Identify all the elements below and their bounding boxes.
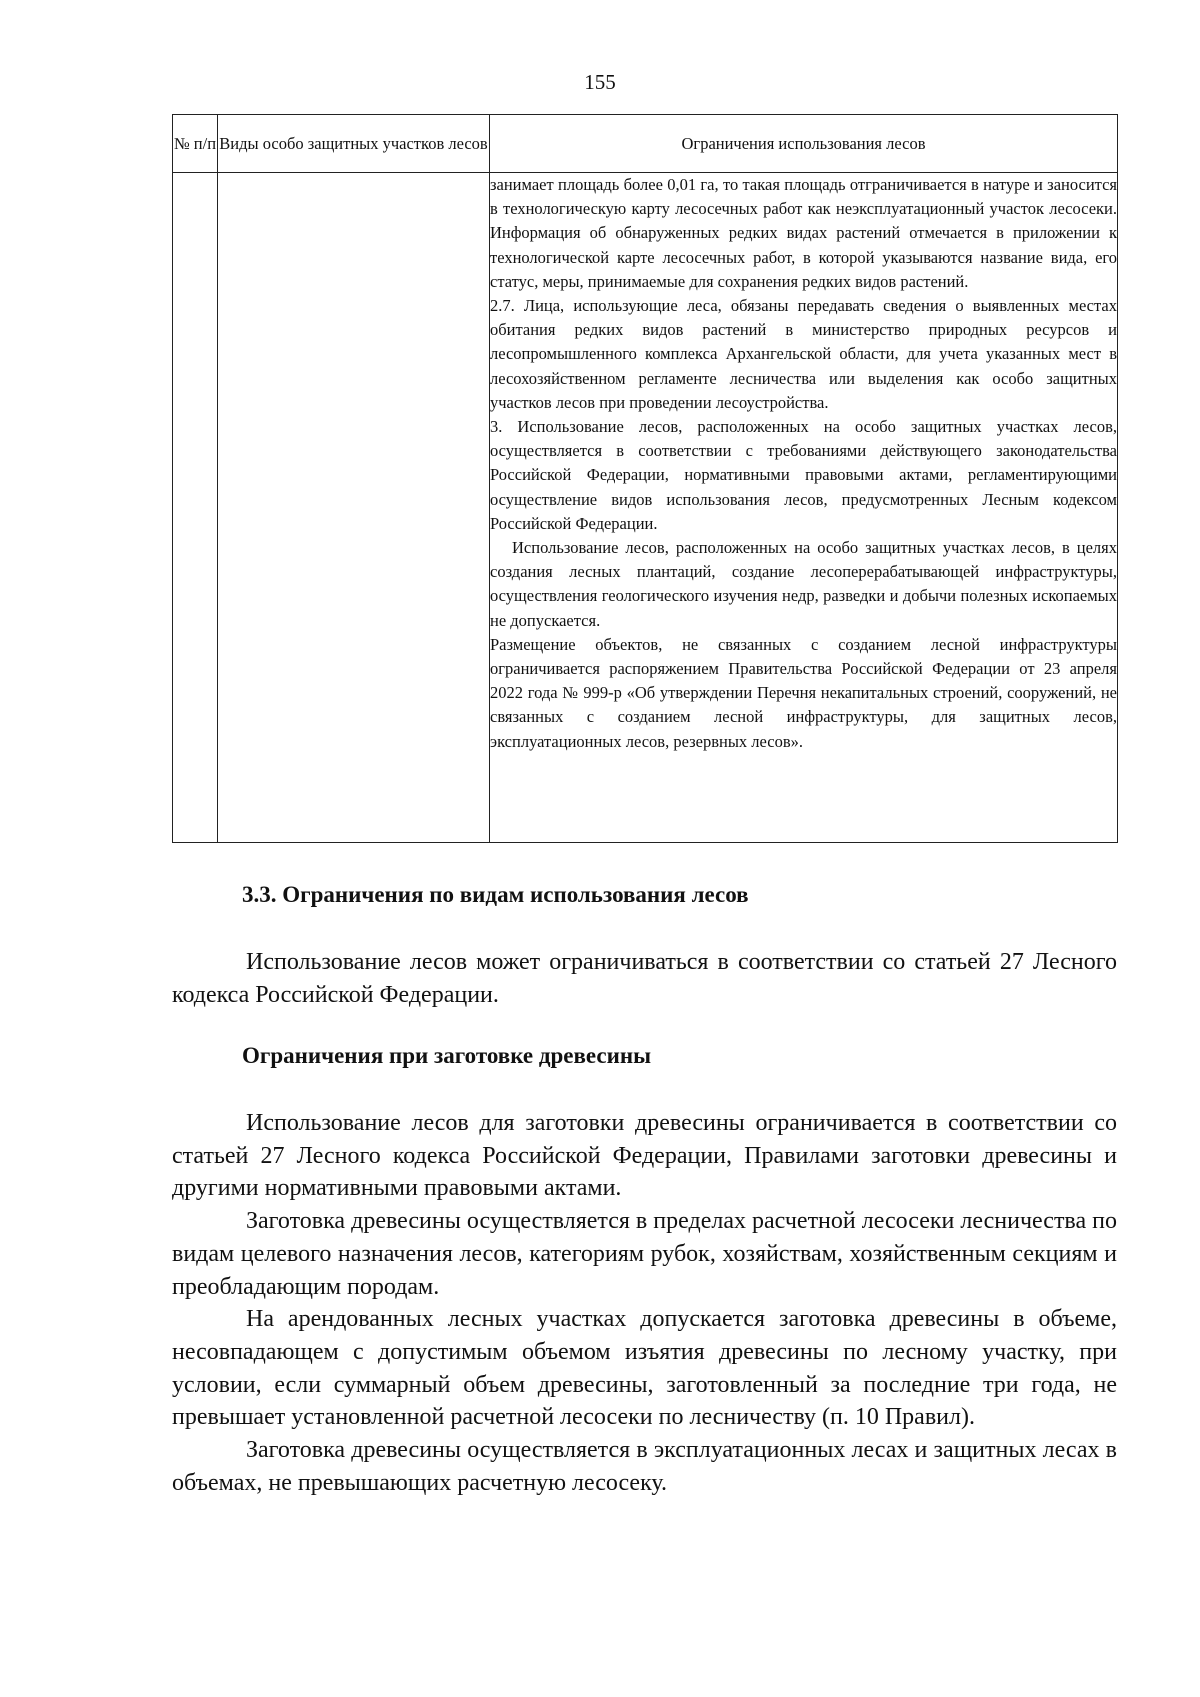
body-paragraph: На арендованных лесных участках допускается заготовка древесины в объеме, несовпадающем с допустимым объемом изъятия древесины по лесному участку, при условии, если суммарный объем древесины, заготовленный за последние три года, не превышает установленной расчетной лесосеки по лесничеству (п. 10 Правил). — [172, 1306, 1117, 1431]
body-paragraph: Использование лесов для заготовки древесины ограничивается в соответствии со статьей 27 Лесного кодекса Российской Федерации, Правилами заготовки древесины и другими нормативными правовыми актами. — [172, 1110, 1117, 1202]
body-paragraph: Заготовка древесины осуществляется в пределах расчетной лесосеки лесничества по видам целевого назначения лесов, категориям рубок, хозяйствам, хозяйственным секциям и преобладающим породам. — [172, 1208, 1117, 1300]
header-num: № п/п — [173, 115, 218, 173]
section-title: 3.3. Ограничения по видам использования лесов — [242, 882, 749, 907]
table-row — [173, 173, 1118, 843]
body-paragraph: Использование лесов может ограничиваться в соответствии со статьей 27 Лесного кодекса Российской Федерации. — [172, 949, 1117, 1008]
cell-paragraph: 2.7. Лица, использующие леса, обязаны передавать сведения о выявленных местах обитания редких видов растений в министерство природных ресурсов и лесопромышленного комплекса Архангельской области, для учета указанных мест в лесохозяйственном регламенте лесничества или выделения как особо защитных участков лесов при проведении лесоустройства. — [490, 296, 1117, 412]
header-restrictions: Ограничения использования лесов — [490, 115, 1118, 173]
restrictions-table — [172, 114, 1118, 843]
header-types: Виды особо защитных участков лесов — [218, 115, 490, 173]
body-paragraph: Заготовка древесины осуществляется в эксплуатационных лесах и защитных лесах в объемах, не превышающих расчетную лесосеку. — [172, 1437, 1117, 1496]
cell-paragraph: занимает площадь более 0,01 га, то такая площадь отграничивается в натуре и заносится в технологическую карту лесосечных работ как неэксплуатационный участок лесосеки. Информация об обнаруженных редких видах растений отмечается в приложении к технологической карте лесосечных работ, в которой указываются название вида, его статус, меры, принимаемые для сохранения редких видов растений. — [490, 175, 1117, 291]
subsection-title: Ограничения при заготовке древесины — [242, 1043, 652, 1068]
table-header-row — [173, 115, 1118, 173]
cell-restrictions — [490, 173, 1118, 843]
cell-paragraph: Размещение объектов, не связанных с созданием лесной инфраструктуры ограничивается распоряжением Правительства Российской Федерации от 23 апреля 2022 года № 999-р «Об утверждении Перечня некапитальных строений, сооружений, не связанных с созданием лесной инфраструктуры, для защитных лесов, эксплуатационных лесов, резервных лесов». — [490, 634, 1117, 751]
subsection-body — [172, 1107, 1117, 1499]
cell-paragraph: 3. Использование лесов, расположенных на особо защитных участках лесов, осуществляется в соответствии с требованиями действующего законодательства Российской Федерации, нормативными правовыми актами, регламентирующими осуществление видов использования лесов, предусмотренных Лесным кодексом Российской Федерации. — [490, 417, 1117, 533]
cell-num — [173, 173, 218, 843]
page-number: 155 — [584, 70, 616, 94]
cell-paragraph: Использование лесов, расположенных на особо защитных участках лесов, в целях создания лесных плантаций, создание лесоперерабатывающей инфраструктуры, осуществления геологического изучения недр, разведки и добычи полезных ископаемых не допускается. — [490, 538, 1117, 630]
cell-types — [218, 173, 490, 843]
section-intro — [172, 946, 1117, 1011]
